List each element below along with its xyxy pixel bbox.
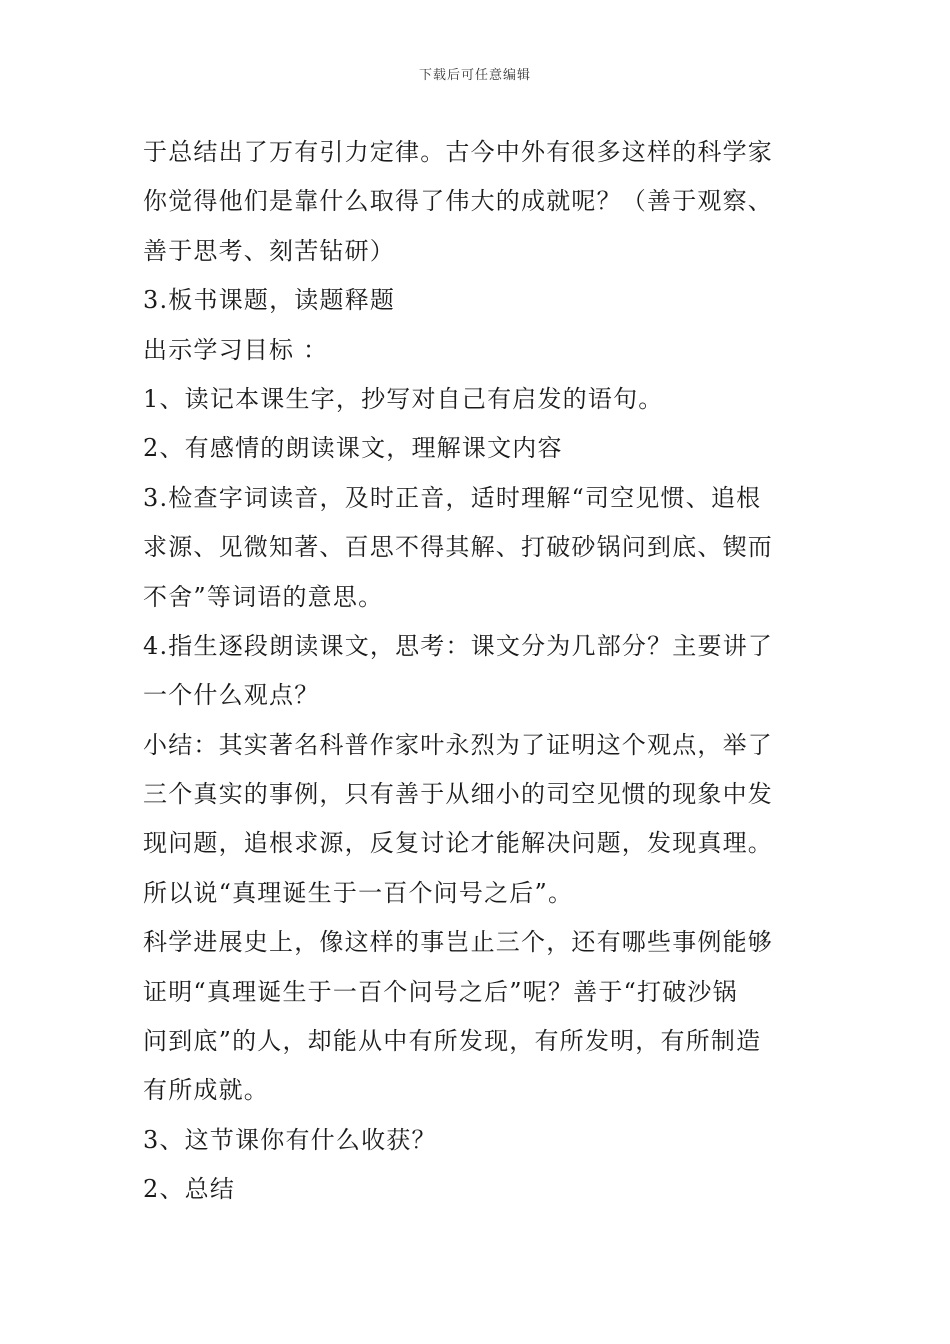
section-heading: 2、总结 <box>143 1175 236 1204</box>
text-line: 有所成就。 <box>143 1076 269 1105</box>
text-line: 你觉得他们是靠什么取得了伟大的成就呢？（善于观察、 <box>143 187 773 216</box>
text-line: 所以说“真理诞生于一百个问号之后”。 <box>143 878 574 907</box>
text-line: 一个什么观点？ <box>143 681 320 710</box>
text-line: 科学进展史上，像这样的事岂止三个，还有哪些事例能够 <box>143 928 773 957</box>
objective-item: 1、读记本课生字，抄写对自己有启发的语句。 <box>143 384 664 413</box>
section-heading: 3.检查字词读音，及时正音，适时理解“司空见惯、追根 <box>143 483 762 512</box>
section-heading: 3.板书课题，读题释题 <box>143 286 396 315</box>
text-line: 不舍”等词语的意思。 <box>143 582 384 611</box>
text-line: 出示学习目标 ： <box>143 335 329 364</box>
page-header-note: 下载后可任意编辑 <box>418 68 531 83</box>
text-line: 问到底”的人，却能从中有所发现，有所发明，有所制造 <box>143 1027 762 1056</box>
summary-line: 小结：其实著名科普作家叶永烈为了证明这个观点，举了 <box>143 730 773 759</box>
text-line: 求源、见微知著、百思不得其解、打破砂锅问到底、锲而 <box>143 533 773 562</box>
text-line: 现问题，追根求源，反复讨论才能解决问题，发现真理。 <box>143 829 773 858</box>
text-line: 善于思考、刻苦钻研） <box>143 236 395 265</box>
objective-item: 2、有感情的朗读课文，理解课文内容 <box>143 434 563 463</box>
text-line: 证明“真理诞生于一百个问号之后”呢？善于“打破沙锅 <box>143 977 738 1006</box>
document-body <box>143 128 813 1215</box>
section-heading: 4.指生逐段朗读课文，思考：课文分为几部分？主要讲了 <box>143 631 774 660</box>
text-line: 于总结出了万有引力定律。古今中外有很多这样的科学家 <box>143 138 773 166</box>
text-line: 三个真实的事例，只有善于从细小的司空见惯的现象中发 <box>143 780 773 809</box>
section-heading: 3、这节课你有什么收获？ <box>143 1125 437 1154</box>
